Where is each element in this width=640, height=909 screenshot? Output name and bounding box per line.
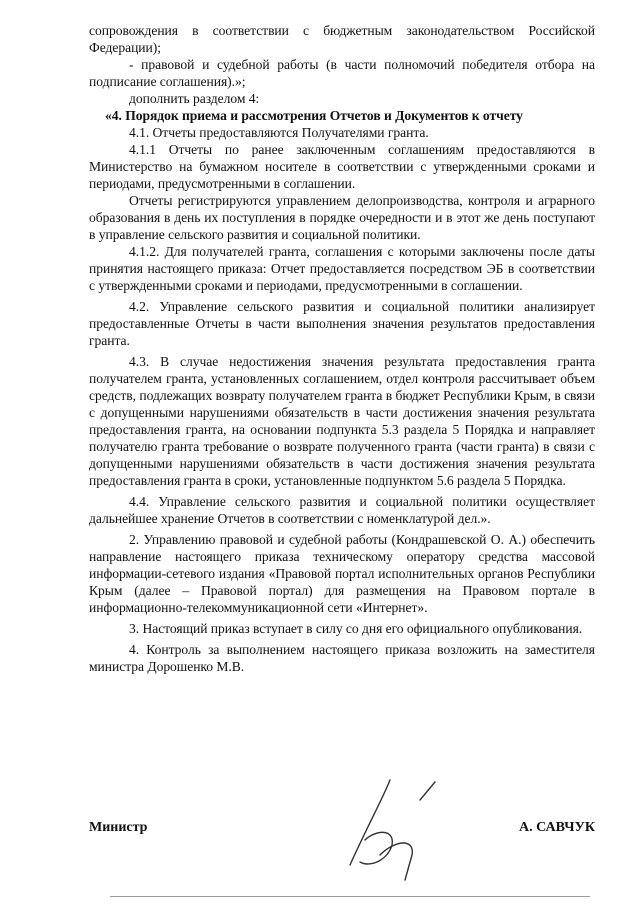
document-body [89,22,595,675]
paragraph-legal-work: - правовой и судебной работы (в части полномочий победителя отбора на подписание соглашения).»; [89,57,595,89]
paragraph-3: 3. Настоящий приказ вступает в силу со дня его официального опубликования. [129,621,583,636]
paragraph-2: 2. Управлению правовой и судебной работы (Кондрашевской О. А.) обеспечить направление настоящего приказа техническому оператору средства массовой информации-сетевого издания «Правовой портал исполнительных органов Республики Крым (далее – Правовой портал) для размещения на Правовом портале в информационно-телекоммуникационной сети «Интернет». [89,532,595,615]
footer-divider [110,896,590,897]
paragraph-4-4: 4.4. Управление сельского развития и социальной политики осуществляет дальнейшее хранение Отчетов в соответствии с номенклатурой дел.». [89,494,595,526]
signature-block [89,820,595,836]
signer-name: А. САВЧУК [519,820,595,835]
paragraph-4-1: 4.1. Отчеты предоставляются Получателями гранта. [129,125,429,140]
section-heading: «4. Порядок приема и рассмотрения Отчетов и Документов к отчету [105,108,523,123]
paragraph-4: 4. Контроль за выполнением настоящего приказа возложить на заместителя министра Дорошенко М.В. [89,642,595,674]
paragraph-add-section: дополнить разделом 4: [129,91,260,106]
paragraph-registration: Отчеты регистрируются управлением делопроизводства, контроля и аграрного образования в день их поступления в порядке очередности и в этот же день поступают в управление сельского развития и социальной политики. [89,193,595,242]
paragraph-4-1-2: 4.1.2. Для получателей гранта, соглашения с которыми заключены после даты принятия настоящего приказа: Отчет предоставляется посредством ЭБ в соответствии с утвержденными сроками и периодами, предусмотренными в соглашении. [89,244,595,293]
paragraph-4-3: 4.3. В случае недостижения значения результата предоставления гранта получателем гранта, установленных соглашением, отдел контроля рассчитывает объем средств, подлежащих возврату получателем гранта в бюджет Республики Крым, в связи с допущенными нарушениями обязательств в части достижения значения результата предоставления гранта, на основании подпункта 5.3 раздела 5 Порядка и направляет получателю гранта требование о возврате полученного гранта (части гранта) в связи с допущенными нарушениями обязательств в части достижения значения результата предоставления гранта в сроки, установленные подпунктом 5.6 раздела 5 Порядка. [89,354,595,488]
position-title: Министр [89,820,148,835]
paragraph-continuation: сопровождения в соответствии с бюджетным законодательством Российской Федерации); [89,23,595,55]
paragraph-4-1-1: 4.1.1 Отчеты по ранее заключенным соглашениям предоставляются в Министерство на бумажном носителе в соответствии с утвержденными сроками и периодами, предусмотренными в соглашении. [89,142,595,191]
paragraph-4-2: 4.2. Управление сельского развития и социальной политики анализирует предоставленные Отчеты в части выполнения значения результатов предоставления гранта. [89,299,595,348]
